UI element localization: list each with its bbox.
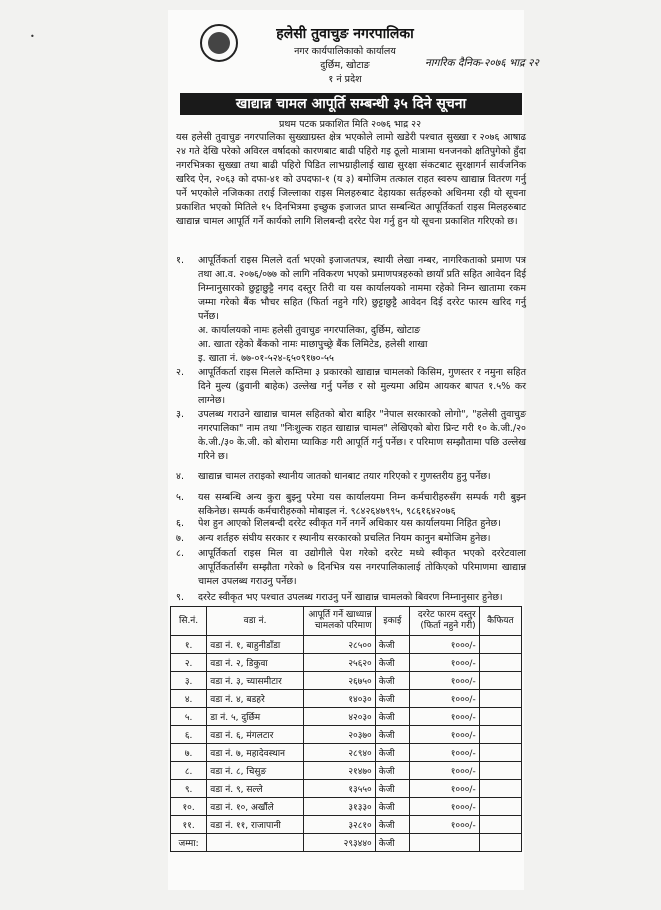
table-row bbox=[171, 654, 522, 672]
condition-number: ४. bbox=[176, 471, 184, 482]
table-cell: वडा नं. ६, मंगलटार bbox=[207, 726, 304, 744]
column-header: सि.नं. bbox=[171, 607, 207, 636]
table-cell bbox=[409, 834, 479, 852]
condition-number: ३. bbox=[176, 409, 184, 420]
condition-number: १. bbox=[176, 255, 184, 266]
table-cell: १०००/- bbox=[409, 654, 479, 672]
table-row bbox=[171, 762, 522, 780]
table-cell: ९. bbox=[171, 780, 207, 798]
table-cell bbox=[207, 834, 304, 852]
table-cell: १३५५० bbox=[303, 780, 375, 798]
table-cell: केजी bbox=[375, 672, 409, 690]
table-cell: ४. bbox=[171, 690, 207, 708]
table-cell: केजी bbox=[375, 816, 409, 834]
table-cell: वडा नं. २, डिकुवा bbox=[207, 654, 304, 672]
table-body bbox=[171, 636, 522, 852]
office-place: दुर्छिम, खोटाङ bbox=[320, 60, 370, 71]
table-cell: १०००/- bbox=[409, 726, 479, 744]
condition-item bbox=[176, 366, 526, 408]
condition-item bbox=[176, 591, 526, 605]
table-cell: २९३४४० bbox=[303, 834, 375, 852]
table-cell: केजी bbox=[375, 762, 409, 780]
table-cell: २१४७० bbox=[303, 762, 375, 780]
table-cell bbox=[479, 780, 521, 798]
table-cell bbox=[479, 726, 521, 744]
table-cell: १०००/- bbox=[409, 780, 479, 798]
condition-text: पेश हुन आएको शिलबन्दी दररेट स्वीकृत गर्ने नगर्ने अधिकार यस कार्यालयमा निहित हुनेछ। bbox=[198, 518, 501, 529]
office-name: नगर कार्यपालिकाको कार्यालय bbox=[294, 46, 396, 57]
condition-item bbox=[176, 470, 526, 484]
table-cell: वडा नं. ४, बडहरे bbox=[207, 690, 304, 708]
column-header: कैफियत bbox=[479, 607, 521, 636]
table-cell: ३२८१० bbox=[303, 816, 375, 834]
column-header: दररेट फारम दस्तुर (फिर्ता नहुने गरी) bbox=[409, 607, 479, 636]
table-row bbox=[171, 636, 522, 654]
table-cell: १०००/- bbox=[409, 816, 479, 834]
table-cell bbox=[479, 654, 521, 672]
table-cell: १४०३० bbox=[303, 690, 375, 708]
condition-text: आपूर्तिकर्ता राइस मिलले दर्ता भएको इजाजतपत्र, स्थायी लेखा नम्बर, नागरिकताको प्रमाण पत्र तथा आ.व. २०७६/०७७ को लागि नविकरण भएको प्रमाणपत्रहरुको छायाँ प्रति सहित आवेदन दिई निम्नानुसारको छुट्टाछुट्टै नगद दस्तुर तिरी वा यस कार्यालयको नाममा रहेको निम्न खातामा रकम जम्मा गरेको बैंक भौचर सहित (फिर्ता नहुने गरि) छुट्टाछुट्टै आवेदन दिई दररेट फारम खरिद गर्नु पर्नेछ। bbox=[198, 255, 526, 322]
condition-text: दररेट स्वीकृत भए पश्चात उपलब्ध गराउनु पर्ने खाद्यान्न चामलको बिवरण निम्नानुसार हुनेछ। bbox=[198, 592, 503, 603]
table-cell: केजी bbox=[375, 636, 409, 654]
condition-text: आपूर्तिकर्ता राइस मिल वा उद्योगीले पेश गरेको दररेट मध्ये स्वीकृत भएको दररेटवाला आपूर्तिकर्तासँग सम्झौता गरेको ७ दिनभित्र यस नगरपालिकालाई तोकिएको परिमाणमा खाद्यान्न चामल उपलब्ध गराउनु पर्नेछ। bbox=[198, 548, 526, 587]
municipality-name: हलेसी तुवाचुङ नगरपालिका bbox=[276, 26, 414, 42]
table-cell bbox=[479, 816, 521, 834]
table-row bbox=[171, 834, 522, 852]
table-cell: २. bbox=[171, 654, 207, 672]
account-detail-line: अ. कार्यालयको नामः हलेसी तुवाचुङ नगरपालिका, दुर्छिम, खोटाङ bbox=[198, 325, 421, 336]
condition-number: ८. bbox=[176, 548, 184, 559]
table-row bbox=[171, 672, 522, 690]
table-cell: केजी bbox=[375, 798, 409, 816]
column-header: इकाई bbox=[375, 607, 409, 636]
table-cell bbox=[479, 672, 521, 690]
intro-paragraph: यस हलेसी तुवाचुङ नगरपालिका सुख्खाग्रस्त क्षेत्र भएकोले लामो खडेरी पश्चात सुख्खा र २०७६ आषाढ २४ गते देखि परेको अविरल वर्षादको कारणबाट बाढी पहिरो गइ ठूलो मात्रामा धनजनको क्षतिपुगेको हुँदा नगरभित्रका सुख्खा तथा बाढी पहिरो पिडित लाभग्राहीलाई खाद्य सुरक्षा संकटबाट सुरक्षागर्न सार्वजनिक खरिद ऐन, २०६३ को दफा-४१ को उपदफा-१ (य ३) बमोजिम तत्काल राहत स्वरुप खाद्यान्न वितरण गर्नु पर्ने भएकोले नजिकका तराई जिल्लाका राइस मिलहरुबाट देहायका सर्तहरुको अधिनमा रही यो सूचना प्रकाशित भएको मितिले १५ दिनभित्रमा इच्छुक इजाजत प्राप्त सम्बन्धित आपूर्तिकर्ता राइस मिलहरुबाट खाद्यान्न चामल आपूर्ति गर्ने कार्यको लागि शिलबन्दी दररेट पेश गर्नु हुन यो सूचना प्रकाशित गरिएको छ। bbox=[176, 132, 526, 227]
table-cell bbox=[479, 798, 521, 816]
table-cell: २५६२० bbox=[303, 654, 375, 672]
table-cell: केजी bbox=[375, 834, 409, 852]
table-cell: १०००/- bbox=[409, 672, 479, 690]
table-cell: १०००/- bbox=[409, 636, 479, 654]
condition-item bbox=[176, 491, 526, 519]
table-cell: डा नं. ५, दुर्छिम bbox=[207, 708, 304, 726]
condition-text: उपलब्ध गराउने खाद्यान्न चामल सहितको बोरा बाहिर "नेपाल सरकारको लोगो", "हलेसी तुवाचुङ नगरपालिका" नाम तथा "निःशुल्क राहत खाद्यान्न चामल" लेखिएको बोरा प्रिन्ट गरी १० के.जी./२० के.जी./३० के.जी. को बोरामा प्याकिङ गरी आपूर्ति गर्नु पर्नेछ। र परिमाण सम्झौतामा पछि उल्लेख गरिने छ। bbox=[198, 409, 526, 462]
table-cell: ८. bbox=[171, 762, 207, 780]
table-cell: १०. bbox=[171, 798, 207, 816]
condition-item bbox=[176, 517, 526, 531]
table-cell: वडा नं. १, बाहुनीडाँडा bbox=[207, 636, 304, 654]
table-cell: १०००/- bbox=[409, 708, 479, 726]
table-cell: केजी bbox=[375, 690, 409, 708]
table-row bbox=[171, 690, 522, 708]
condition-item bbox=[176, 254, 526, 366]
table-cell: केजी bbox=[375, 780, 409, 798]
scan-speck: • bbox=[30, 32, 35, 41]
government-emblem-icon bbox=[200, 24, 238, 62]
table-cell: १०००/- bbox=[409, 798, 479, 816]
condition-text: यस सम्बन्धि अन्य कुरा बुझ्नु परेमा यस कार्यालयमा निम्न कर्मचारीहरुसँग सम्पर्क गरी बुझ्न सकिनेछ। सम्पर्क कर्मचारीहरुको मोबाइल नं. ९८४२६४७९९५, ९८६१६४२०७६ bbox=[198, 492, 526, 517]
table-cell: ४२०३० bbox=[303, 708, 375, 726]
table-row bbox=[171, 816, 522, 834]
table-cell: २६७५० bbox=[303, 672, 375, 690]
newspaper-reference: नागरिक दैनिक-२०७६ भाद्र २२ bbox=[425, 57, 539, 69]
table-row bbox=[171, 726, 522, 744]
table-cell: वडा नं. ११, राजापानी bbox=[207, 816, 304, 834]
publication-date: प्रथम पटक प्रकाशित मिति २०७६ भाद्र २२ bbox=[278, 119, 422, 130]
condition-number: ७. bbox=[176, 533, 184, 544]
table-cell bbox=[479, 762, 521, 780]
table-cell: १०००/- bbox=[409, 762, 479, 780]
table-cell: वडा नं. १०, अर्खौले bbox=[207, 798, 304, 816]
column-header: वडा नं. bbox=[207, 607, 304, 636]
table-cell: वडा नं. ९, सल्ले bbox=[207, 780, 304, 798]
table-row bbox=[171, 780, 522, 798]
table-cell bbox=[479, 690, 521, 708]
province: १ नं प्रदेश bbox=[328, 74, 362, 85]
table-cell: १०००/- bbox=[409, 690, 479, 708]
table-cell: ७. bbox=[171, 744, 207, 762]
table-cell: १०००/- bbox=[409, 744, 479, 762]
table-cell: केजी bbox=[375, 708, 409, 726]
table-cell: १. bbox=[171, 636, 207, 654]
table-cell bbox=[479, 744, 521, 762]
account-detail-line: इ. खाता नं. ७७-०१-५२४-६५०९१७०-५५ bbox=[198, 353, 334, 364]
table-cell: वडा नं. ७, महादेवस्थान bbox=[207, 744, 304, 762]
table-cell: ३. bbox=[171, 672, 207, 690]
table-cell bbox=[479, 636, 521, 654]
notice-title: खाद्यान्न चामल आपूर्ति सम्बन्धी ३५ दिने सूचना bbox=[180, 93, 522, 115]
table-cell bbox=[479, 834, 521, 852]
condition-item bbox=[176, 547, 526, 589]
table-cell: २०३७० bbox=[303, 726, 375, 744]
table-row bbox=[171, 798, 522, 816]
table-cell: ५. bbox=[171, 708, 207, 726]
condition-number: ५. bbox=[176, 492, 184, 503]
table-cell: २८५०० bbox=[303, 636, 375, 654]
table-cell: ३१३३० bbox=[303, 798, 375, 816]
table-row bbox=[171, 744, 522, 762]
condition-text: अन्य शर्तहरु संघीय सरकार र स्थानीय सरकारको प्रचलित नियम कानुन बमोजिम हुनेछ। bbox=[198, 533, 491, 544]
table-cell: वडा नं. ८, चिसुङ bbox=[207, 762, 304, 780]
condition-number: ६. bbox=[176, 518, 184, 529]
column-header: आपूर्ति गर्ने खाध्यान्न चामलको परिमाण bbox=[303, 607, 375, 636]
condition-text: खाद्यान्न चामल तराइको स्थानीय जातको धानबाट तयार गरिएको र गुणस्तरीय हुनु पर्नेछ। bbox=[198, 471, 491, 482]
table-cell: केजी bbox=[375, 654, 409, 672]
condition-text: आपूर्तिकर्ता राइस मिलले कम्तिमा ३ प्रकारको खाद्यान्न चामलको किसिम, गुणस्तर र नमुना सहित दिने मुल्य (ढुवानी बाहेक) उल्लेख गर्नु पर्नेछ र सो मुल्यमा अग्रिम आयकर बापत १.५% कर लाग्नेछ। bbox=[198, 367, 526, 406]
supply-table bbox=[170, 606, 522, 852]
table-cell: केजी bbox=[375, 726, 409, 744]
table-cell: केजी bbox=[375, 744, 409, 762]
table-cell bbox=[479, 708, 521, 726]
table-header-row bbox=[171, 607, 522, 636]
table-cell: ११. bbox=[171, 816, 207, 834]
condition-item bbox=[176, 532, 526, 546]
account-detail-line: आ. खाता रहेको बैंकको नामः माछापुच्छ्रे बैंक लिमिटेड, हलेसी शाखा bbox=[198, 339, 428, 350]
table-cell: वडा नं. ३, च्यासमीटार bbox=[207, 672, 304, 690]
table-cell: २८९४० bbox=[303, 744, 375, 762]
table-cell: जम्मा: bbox=[171, 834, 207, 852]
table-row bbox=[171, 708, 522, 726]
table-cell: ६. bbox=[171, 726, 207, 744]
condition-number: २. bbox=[176, 367, 184, 378]
condition-number: ९. bbox=[176, 592, 184, 603]
condition-item bbox=[176, 408, 526, 464]
